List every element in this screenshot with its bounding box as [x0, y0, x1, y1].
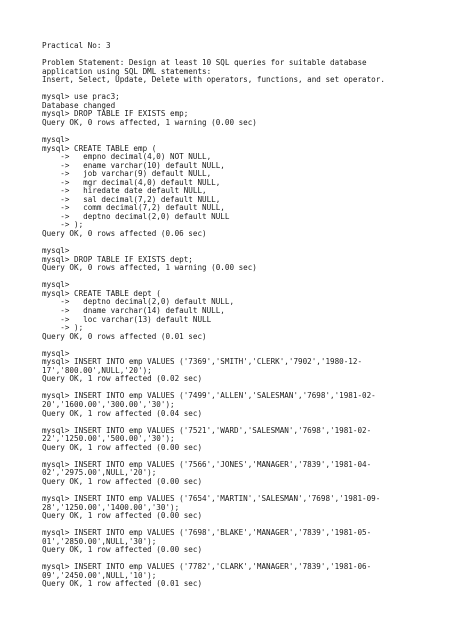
text-line: mysql> CREATE TABLE emp (	[42, 143, 157, 153]
text-line: Query OK, 1 row affected (0.00 sec)	[42, 545, 203, 555]
text-line: -> deptno decimal(2,0) default NULL,	[42, 297, 235, 307]
text-line: -> sal decimal(7,2) default NULL,	[42, 194, 221, 204]
text-line: application using SQL DML statements:	[42, 66, 212, 76]
text-line: -> empno decimal(4,0) NOT NULL,	[42, 152, 212, 162]
text-line: Database changed	[42, 100, 116, 110]
text-line: mysql> INSERT INTO emp VALUES ('7782','CLARK','MANAGER','7839','1981-06-	[42, 562, 372, 572]
text-line: mysql> INSERT INTO emp VALUES ('7521','WARD','SALESMAN','7698','1981-02-	[42, 425, 372, 435]
text-line: 22','1250.00','500.00','30');	[42, 434, 175, 444]
text-line: 09','2450.00',NULL,'10');	[42, 570, 157, 580]
blank-line	[42, 239, 442, 248]
text-line: mysql>	[42, 280, 70, 290]
text-line: Query OK, 0 rows affected (0.06 sec)	[42, 229, 207, 239]
text-line: Query OK, 0 rows affected, 1 warning (0.00 sec)	[42, 263, 257, 273]
text-line: mysql> INSERT INTO emp VALUES ('7566','JONES','MANAGER','7839','1981-04-	[42, 459, 372, 469]
text-line: -> ename varchar(10) default NULL,	[42, 160, 225, 170]
text-line: Query OK, 1 row affected (0.00 sec)	[42, 511, 203, 521]
text-line: Query OK, 0 rows affected (0.01 sec)	[42, 331, 207, 341]
text-line: -> job varchar(9) default NULL,	[42, 169, 212, 179]
text-line: mysql> INSERT INTO emp VALUES ('7499','ALLEN','SALESMAN','7698','1981-02-	[42, 391, 376, 401]
text-line: -> dname varchar(14) default NULL,	[42, 305, 225, 315]
blank-line	[42, 273, 442, 282]
text-line: 20','1600.00','300.00','30');	[42, 399, 175, 409]
document-text	[42, 42, 442, 589]
text-line: -> );	[42, 220, 84, 230]
text-line: -> loc varchar(13) default NULL	[42, 314, 212, 324]
text-line: mysql> INSERT INTO emp VALUES ('7369','SMITH','CLERK','7902','1980-12-	[42, 357, 363, 367]
text-line: -> mgr decimal(4,0) default NULL,	[42, 177, 221, 187]
text-line: mysql> INSERT INTO emp VALUES ('7654','MARTIN','SALESMAN','7698','1981-09-	[42, 493, 381, 503]
text-line: mysql> use prac3;	[42, 92, 120, 102]
text-line: Insert, Select, Update, Delete with operators, functions, and set operator.	[42, 75, 385, 85]
text-line: -> comm decimal(7,2) default NULL,	[42, 203, 225, 213]
text-line: Query OK, 1 row affected (0.01 sec)	[42, 579, 203, 589]
text-line: mysql> DROP TABLE IF EXISTS dept;	[42, 254, 193, 264]
document-title: Practical No: 3	[42, 41, 111, 50]
text-line: -> );	[42, 323, 84, 333]
blank-line	[42, 341, 442, 350]
text-line: -> hiredate date default NULL,	[42, 186, 207, 196]
text-line: 28','1250.00','1400.00','30');	[42, 502, 180, 512]
text-line: mysql> DROP TABLE IF EXISTS emp;	[42, 109, 189, 119]
text-line: mysql> INSERT INTO emp VALUES ('7698','BLAKE','MANAGER','7839','1981-05-	[42, 528, 372, 538]
text-line: Problem Statement: Design at least 10 SQL queries for suitable database	[42, 58, 367, 68]
text-line: 02','2975.00',NULL,'20');	[42, 468, 157, 478]
text-line: Query OK, 1 row affected (0.00 sec)	[42, 442, 203, 452]
text-line: -> deptno decimal(2,0) default NULL	[42, 211, 230, 221]
text-line: Query OK, 1 row affected (0.00 sec)	[42, 476, 203, 486]
text-line: mysql>	[42, 348, 70, 358]
text-line: Query OK, 1 row affected (0.04 sec)	[42, 408, 203, 418]
text-line: mysql>	[42, 135, 70, 145]
text-line: Query OK, 1 row affected (0.02 sec)	[42, 374, 203, 384]
text-line: mysql> CREATE TABLE dept (	[42, 288, 161, 298]
text-line: 01','2850.00',NULL,'30');	[42, 536, 157, 546]
text-line: 17','800.00',NULL,'20');	[42, 365, 152, 375]
text-line: mysql>	[42, 246, 70, 256]
blank-line	[42, 127, 442, 136]
text-line: Query OK, 0 rows affected, 1 warning (0.00 sec)	[42, 117, 257, 127]
